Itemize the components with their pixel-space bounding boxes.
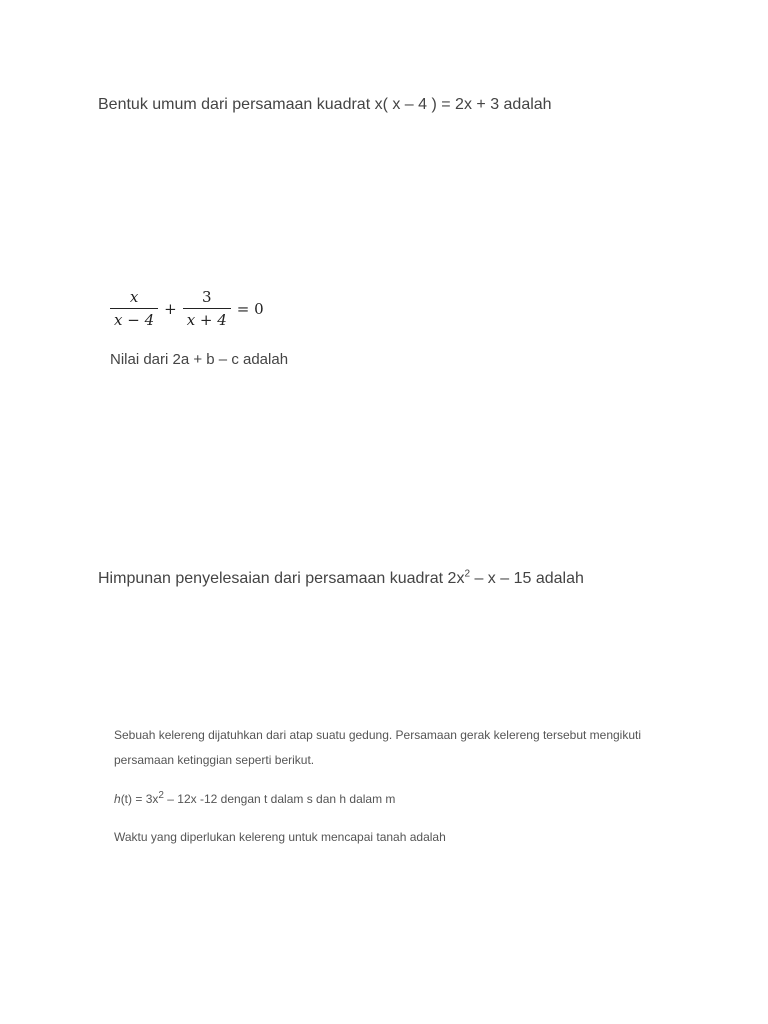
question-1-text: Bentuk umum dari persamaan kuadrat x( x – 4 ) = 2x + 3 adalah (98, 96, 552, 113)
formula-before: (t) = 3x (120, 792, 159, 806)
question-4-line-4: Waktu yang diperlukan kelereng untuk mencapai tanah adalah (114, 830, 446, 844)
formula-function-name: h (114, 792, 121, 806)
question-4-formula (114, 792, 395, 806)
fraction-2-numerator: 3 (201, 288, 212, 306)
question-2-equation (108, 288, 268, 329)
formula-exponent: 2 (158, 790, 164, 801)
question-4-line-2: persamaan ketinggian seperti berikut. (114, 753, 315, 767)
fraction-1-numerator: x (129, 288, 139, 306)
plus-sign: + (164, 299, 177, 318)
equals-zero: = 0 (236, 299, 264, 318)
formula-after: – 12x -12 dengan t dalam s dan h dalam m (163, 792, 396, 806)
question-3-text-after: – x – 15 adalah (470, 570, 584, 587)
fraction-1 (110, 288, 158, 329)
fraction-2 (183, 288, 231, 329)
fraction-2-denominator: x + 4 (183, 308, 231, 329)
question-2-text: Nilai dari 2a + b – c adalah (110, 351, 289, 368)
fraction-1-denominator: x − 4 (110, 308, 158, 329)
question-3-exponent: 2 (464, 568, 471, 580)
question-3-text (98, 570, 584, 588)
question-3-text-before: Himpunan penyelesaian dari persamaan kuadrat 2x (98, 570, 465, 587)
question-4-line-1: Sebuah kelereng dijatuhkan dari atap suatu gedung. Persamaan gerak kelereng tersebut mengikuti (114, 728, 642, 742)
